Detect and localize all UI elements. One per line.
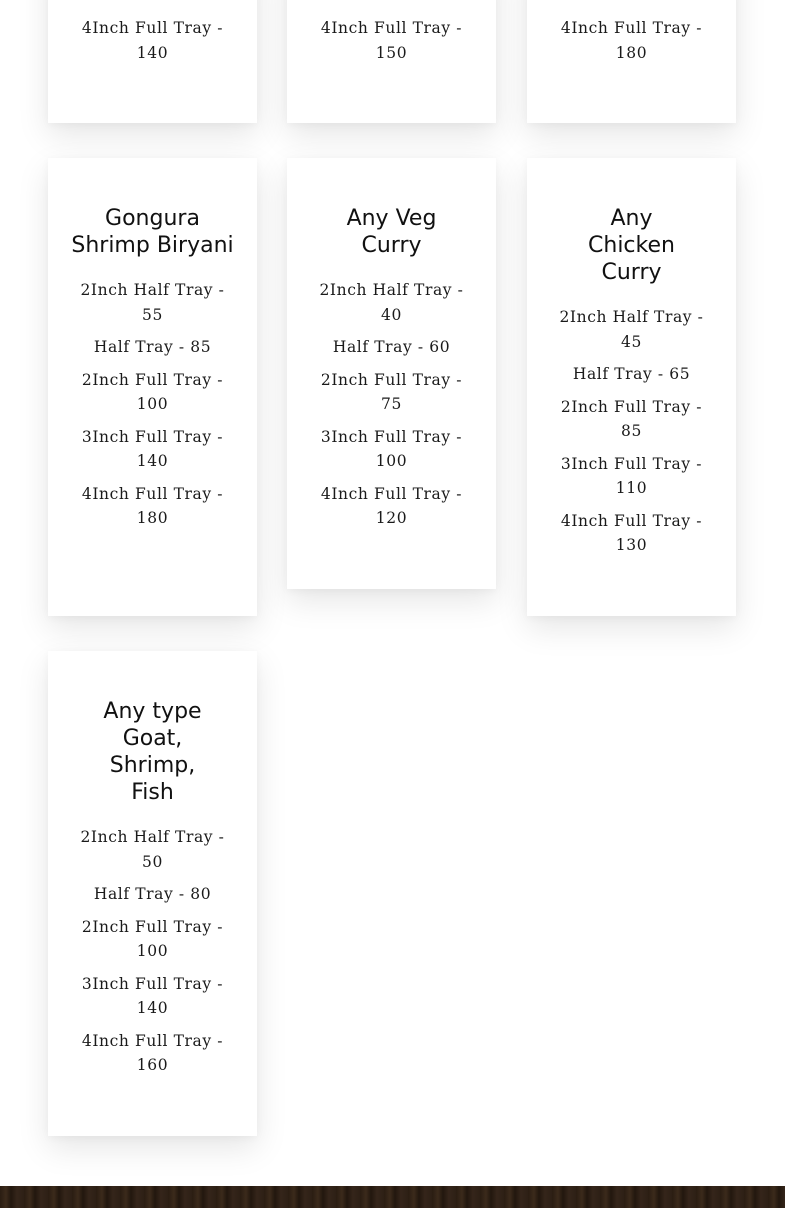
menu-card	[527, 0, 736, 123]
menu-card-any-veg-curry	[287, 158, 496, 589]
price-line: 2Inch Full Tray - 100	[81, 917, 224, 960]
price-line: 2Inch Full Tray - 100	[81, 370, 224, 413]
card-title: Any Veg Curry	[346, 206, 437, 258]
menu-card-any-chicken-curry	[527, 158, 736, 616]
price-line: Half Tray - 85	[93, 338, 212, 356]
price-line: 3Inch Full Tray - 140	[81, 974, 224, 1017]
price-line: 4Inch Full Tray - 180	[560, 19, 703, 62]
price-line: 4Inch Full Tray - 180	[81, 484, 224, 527]
price-line: 2Inch Full Tray - 75	[320, 370, 463, 413]
price-line: Half Tray - 65	[572, 365, 691, 383]
price-line: 4Inch Full Tray - 160	[81, 1031, 224, 1074]
price-line: Half Tray - 80	[93, 885, 212, 903]
price-line: 2Inch Half Tray - 40	[319, 281, 464, 324]
menu-card-any-type-goat-shrimp-fish	[48, 651, 257, 1136]
footer-background-band	[0, 1186, 785, 1208]
card-title: Any Chicken Curry	[588, 206, 675, 285]
card-title: Any type Goat, Shrimp, Fish	[103, 699, 202, 805]
menu-card	[48, 0, 257, 123]
price-line: 2Inch Full Tray - 85	[560, 397, 703, 440]
price-line: 4Inch Full Tray - 120	[320, 484, 463, 527]
price-line: 2Inch Half Tray - 45	[559, 308, 704, 351]
price-line: 4Inch Full Tray - 140	[81, 19, 224, 62]
card-title: Gongura Shrimp Biryani	[71, 206, 234, 258]
price-line: 3Inch Full Tray - 140	[81, 427, 224, 470]
price-line: 3Inch Full Tray - 100	[320, 427, 463, 470]
price-line: 4Inch Full Tray - 130	[560, 511, 703, 554]
price-line: 3Inch Full Tray - 110	[560, 454, 703, 497]
price-line: 4Inch Full Tray - 150	[320, 19, 463, 62]
price-list	[48, 825, 257, 1078]
price-line: 2Inch Half Tray - 55	[80, 281, 225, 324]
price-line: 2Inch Half Tray - 50	[80, 828, 225, 871]
price-list	[287, 278, 496, 531]
menu-card	[287, 0, 496, 123]
price-line: Half Tray - 60	[332, 338, 451, 356]
menu-card-gongura-shrimp-biryani	[48, 158, 257, 616]
price-list	[527, 305, 736, 558]
price-list	[48, 278, 257, 531]
